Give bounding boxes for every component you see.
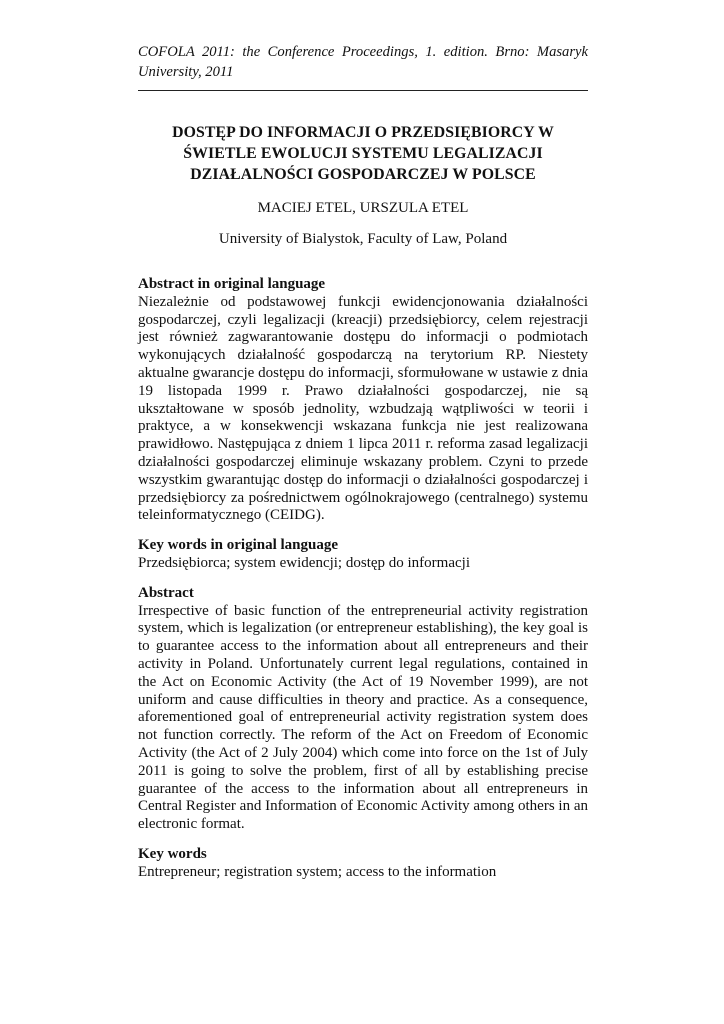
abstract-original-section bbox=[138, 276, 588, 525]
keywords-heading: Key words bbox=[138, 845, 207, 862]
abstract-heading: Abstract bbox=[138, 584, 194, 601]
keywords-original-heading: Key words in original language bbox=[138, 537, 339, 554]
abstract-section bbox=[138, 585, 588, 834]
paper-title bbox=[138, 122, 588, 185]
keywords-original-text: Przedsiębiorca; system ewidencji; dostęp do informacji bbox=[138, 554, 470, 571]
running-header: COFOLA 2011: the Conference Proceedings, 1. edition. Brno: Masaryk University, 2011 bbox=[138, 44, 588, 80]
abstract-original-heading: Abstract in original language bbox=[138, 276, 326, 292]
header-divider bbox=[138, 90, 588, 91]
paper-body bbox=[138, 276, 588, 894]
abstract-original-text: Niezależnie od podstawowej funkcji ewidencjonowania działalności gospodarczej, czyli legalizacji (kreacji) przedsiębiorcy, celem rejestracji jest również zagwarantowanie dostępu do informacji o podmiotach wykonujących działalność gospodarczą na terytorium RP. Niestety aktualne gwarancje dostępu do informacji, sformułowane w ustawie z dnia 19 listopada 1999 r. Prawo działalności gospodarczej, nie są ukształtowane w sposób jednolity, wzbudzają wątpliwości w teorii i praktyce, a w konsekwencji wskazana funkcja nie jest realizowana prawidłowo. Następująca z dniem 1 lipca 2011 r. reforma zasad legalizacji działalności gospodarczej eliminuje wskazany problem. Czyni to przede wszystkim gwarantując dostęp do informacji o działalności gospodarczej i przedsiębiorcy za pośrednictwem ogólnokrajowego (centralnego) systemu teleinformatycznego (CEIDG). bbox=[138, 293, 588, 524]
keywords-original-section bbox=[138, 537, 588, 573]
keywords-text: Entrepreneur; registration system; access to the information bbox=[138, 863, 497, 880]
paper-title-line-2: ŚWIETLE EWOLUCJI SYSTEMU LEGALIZACJI bbox=[183, 145, 543, 162]
paper-title-line-3: DZIAŁALNOŚCI GOSPODARCZEJ W POLSCE bbox=[190, 166, 536, 183]
abstract-text: Irrespective of basic function of the entrepreneurial activity registration system, which is legalization (or entrepreneur establishing), the key goal is to guarantee access to the information about all entrepreneurs and their activity in Poland. Unfortunately current legal regulations, contained in the Act on Economic Activity (the Act of 19 November 1999), are not uniform and cause difficulties in theory and practice. As a consequence, aforementioned goal of entrepreneurial activity registration system does not function correctly. The reform of the Act on Freedom of Economic Activity (the Act of 2 July 2004) which come into force on the 1st of July 2011 is going to solve the problem, first of all by establishing precise guarantee of the access to the information about all entrepreneurs in Central Register and Information of Economic Activity among others in an electronic format. bbox=[138, 602, 588, 833]
affiliation: University of Bialystok, Faculty of Law, Poland bbox=[218, 231, 508, 247]
keywords-section bbox=[138, 846, 588, 882]
paper-title-line-1: DOSTĘP DO INFORMACJI O PRZEDSIĘBIORCY W bbox=[172, 124, 554, 141]
authors: MACIEJ ETEL, URSZULA ETEL bbox=[257, 200, 469, 216]
